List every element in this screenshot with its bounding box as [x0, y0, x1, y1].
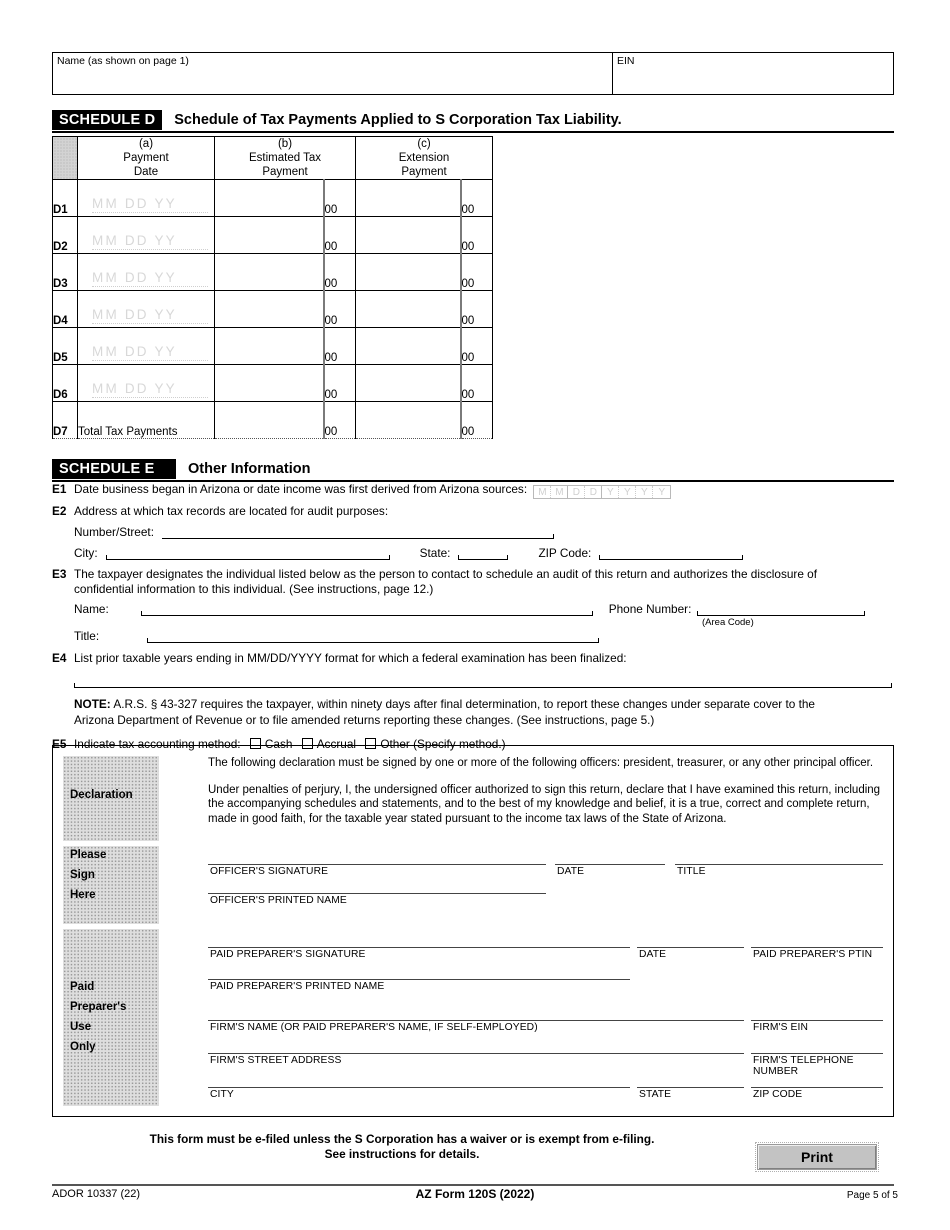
col-c-line2: Payment — [401, 166, 447, 178]
payment-date-input-d6[interactable] — [78, 365, 215, 402]
col-b-line1: Estimated Tax — [249, 152, 322, 164]
estimated-tax-input-d2[interactable] — [215, 217, 324, 254]
contact-title-input[interactable] — [147, 630, 599, 643]
e1-date-input[interactable] — [533, 485, 671, 499]
form-name: AZ Form 120S (2022) — [415, 1187, 535, 1201]
preparer-printed-name-input[interactable] — [208, 979, 630, 980]
preparer-date-label: DATE — [639, 949, 667, 960]
schedule-e-body — [52, 482, 894, 755]
col-a-line2: Date — [133, 166, 159, 178]
contact-title-label: Title: — [74, 629, 100, 643]
officer-date-label: DATE — [557, 866, 585, 877]
ein-label: EIN — [617, 55, 635, 67]
line-e2 — [52, 504, 894, 519]
firm-name-input[interactable] — [208, 1020, 744, 1021]
zip-code-input[interactable] — [599, 547, 743, 560]
table-row — [53, 291, 493, 328]
total-extension-input[interactable] — [356, 402, 461, 439]
officer-signature-input[interactable] — [208, 864, 546, 865]
name-label: Name (as shown on page 1) — [57, 55, 189, 67]
extension-input-d3[interactable] — [356, 254, 461, 291]
estimated-tax-cents-d4: 00 — [324, 291, 356, 328]
firm-phone-input[interactable] — [751, 1053, 883, 1054]
preparer-tab-line3: Use — [70, 1021, 92, 1033]
extension-input-d5[interactable] — [356, 328, 461, 365]
note-block — [74, 696, 894, 728]
option-cash-label: Cash — [264, 737, 293, 751]
line-e1 — [52, 482, 894, 499]
row-number-d7: D7 — [53, 402, 78, 439]
firm-state-label: STATE — [639, 1089, 672, 1100]
officer-signature-label: OFFICER'S SIGNATURE — [210, 866, 329, 877]
declaration-paragraph-2: Under penalties of perjury, I, the undersigned officer authorized to sign this return, declare that I have examined this return, including the accompanying schedules and statements, and to the best of my knowledge and belief, it is a true, correct and complete return, made in good faith, for the taxable year stated pursuant to the income tax laws of the State of Arizona. — [208, 783, 881, 825]
date-placeholder: MM DD YY — [92, 196, 208, 213]
table-row — [53, 217, 493, 254]
table-row — [53, 365, 493, 402]
row-number-d2: D2 — [53, 217, 78, 254]
e1-number: E1 — [52, 482, 67, 496]
total-estimated-cents: 00 — [324, 402, 356, 439]
state-input[interactable] — [458, 547, 508, 560]
extension-cents-d1: 00 — [461, 180, 493, 217]
contact-name-input[interactable] — [141, 603, 593, 616]
preparer-ptin-label: PAID PREPARER'S PTIN — [753, 949, 873, 960]
print-button[interactable]: Print — [757, 1144, 877, 1170]
payment-date-input-d5[interactable] — [78, 328, 215, 365]
date-box-y4: Y — [658, 487, 666, 498]
e3-text — [74, 567, 894, 597]
footer-divider — [52, 1184, 894, 1186]
name-field[interactable] — [53, 53, 613, 94]
e3-number: E3 — [52, 567, 67, 581]
row-number-d6: D6 — [53, 365, 78, 402]
firm-street-input[interactable] — [208, 1053, 744, 1054]
estimated-tax-cents-d3: 00 — [324, 254, 356, 291]
officer-printed-name-label: OFFICER'S PRINTED NAME — [210, 895, 347, 906]
preparer-date-input[interactable] — [637, 947, 744, 948]
e4-label: List prior taxable years ending in MM/DD/YYYY format for which a federal examination has been finalized: — [74, 651, 627, 665]
firm-street-label: FIRM'S STREET ADDRESS — [210, 1055, 342, 1066]
sign-here-tab — [63, 846, 159, 924]
estimated-tax-input-d5[interactable] — [215, 328, 324, 365]
paid-preparer-tab — [63, 929, 159, 1106]
estimated-tax-cents-d1: 00 — [324, 180, 356, 217]
city-input[interactable] — [106, 547, 390, 560]
date-box-d1: D — [568, 486, 585, 498]
preparer-ptin-input[interactable] — [751, 947, 883, 948]
estimated-tax-input-d1[interactable] — [215, 180, 324, 217]
schedule-e-title: Other Information — [188, 461, 311, 477]
preparer-tab-line4: Only — [70, 1041, 96, 1053]
extension-cents-d4: 00 — [461, 291, 493, 328]
estimated-tax-cents-d6: 00 — [324, 365, 356, 402]
officer-title-input[interactable] — [675, 864, 883, 865]
firm-zip-label: ZIP CODE — [753, 1089, 803, 1100]
payment-date-input-d2[interactable] — [78, 217, 215, 254]
e2-number: E2 — [52, 504, 67, 518]
schedule-d-banner — [52, 110, 894, 133]
e1-label: Date business began in Arizona or date income was first derived from Arizona sources: — [74, 482, 528, 496]
column-header-a — [78, 137, 215, 180]
e3-text-line1: The taxpayer designates the individual listed below as the person to contact to schedule an audit of this return and authorizes the disclosure of — [74, 567, 818, 581]
city-label: City: — [74, 546, 98, 560]
e2-number-street-row — [74, 525, 894, 539]
corner-cell — [53, 137, 78, 180]
efile-line-2: See instructions for details. — [324, 1147, 480, 1161]
date-box-m2: M — [551, 486, 568, 498]
declaration-block — [52, 745, 894, 1117]
declaration-tab — [63, 756, 159, 841]
table-row — [53, 254, 493, 291]
e2-label: Address at which tax records are located for audit purposes: — [74, 504, 389, 518]
table-header-row — [53, 137, 493, 180]
date-box-y1: Y — [602, 486, 619, 498]
declaration-tab-label: Declaration — [70, 789, 133, 801]
payment-date-input-d3[interactable] — [78, 254, 215, 291]
date-placeholder: MM DD YY — [92, 233, 208, 250]
sign-tab-line2: Sign — [70, 869, 95, 881]
date-placeholder: MM DD YY — [92, 344, 208, 361]
e4-number: E4 — [52, 651, 67, 665]
e5-label: Indicate tax accounting method: — [74, 737, 241, 751]
total-extension-cents: 00 — [461, 402, 493, 439]
schedule-d-badge: SCHEDULE D — [52, 110, 162, 130]
e4-input-wrap — [74, 675, 894, 688]
table-row-total — [53, 402, 493, 439]
schedule-e-banner — [52, 459, 894, 482]
col-b-line2: Payment — [262, 166, 308, 178]
schedule-d-table — [52, 136, 493, 439]
date-placeholder: MM DD YY — [92, 270, 208, 287]
schedule-d-title: Schedule of Tax Payments Applied to S Corporation Tax Liability. — [174, 112, 622, 128]
extension-cents-d2: 00 — [461, 217, 493, 254]
schedule-e-badge: SCHEDULE E — [52, 459, 176, 479]
estimated-tax-input-d3[interactable] — [215, 254, 324, 291]
declaration-paragraph-1: The following declaration must be signed by one or more of the following officers: president, treasurer, or any other principal officer. — [208, 757, 874, 769]
line-e3 — [52, 567, 894, 597]
phone-number-input[interactable] — [697, 603, 865, 616]
line-e4 — [52, 651, 894, 666]
ein-field[interactable] — [613, 53, 893, 94]
number-street-label: Number/Street: — [74, 525, 154, 539]
phone-number-label: Phone Number: — [608, 602, 692, 616]
extension-cents-d3: 00 — [461, 254, 493, 291]
declaration-text — [208, 756, 885, 838]
extension-cents-d6: 00 — [461, 365, 493, 402]
e1-content — [74, 482, 894, 499]
date-box-m1: M — [534, 486, 551, 498]
option-other-label: Other (Specify method.) — [380, 737, 506, 751]
preparer-signature-label: PAID PREPARER'S SIGNATURE — [210, 949, 366, 960]
date-box-d2: D — [585, 486, 602, 498]
date-placeholder: MM DD YY — [92, 307, 208, 324]
extension-input-d1[interactable] — [356, 180, 461, 217]
e3-text-line2: confidential information to this individual. (See instructions, page 12.) — [74, 582, 434, 596]
firm-zip-input[interactable] — [751, 1087, 883, 1088]
extension-input-d2[interactable] — [356, 217, 461, 254]
col-c-letter: (c) — [417, 138, 431, 150]
firm-state-input[interactable] — [637, 1087, 744, 1088]
option-accrual-label: Accrual — [316, 737, 357, 751]
col-c-line1: Extension — [398, 152, 450, 164]
row-number-d4: D4 — [53, 291, 78, 328]
total-estimated-tax-input[interactable] — [215, 402, 324, 439]
estimated-tax-cents-d5: 00 — [324, 328, 356, 365]
area-code-hint: (Area Code) — [702, 617, 754, 628]
e5-number: E5 — [52, 737, 67, 751]
payment-date-input-d4[interactable] — [78, 291, 215, 328]
note-line1: A.R.S. § 43-327 requires the taxpayer, within ninety days after final determination, to report these changes under separate cover to the — [110, 697, 815, 711]
note-line2: Arizona Department of Revenue or to file amended returns reporting these changes. (See instructions, page 5.) — [74, 713, 655, 727]
page-number: Page 5 of 5 — [846, 1190, 898, 1201]
total-tax-payments-label: Total Tax Payments — [78, 402, 215, 439]
preparer-printed-name-label: PAID PREPARER'S PRINTED NAME — [210, 981, 385, 992]
sign-tab-line1: Please — [70, 849, 107, 861]
estimated-tax-cents-d2: 00 — [324, 217, 356, 254]
table-row — [53, 180, 493, 217]
date-box-y3: Y — [636, 486, 653, 498]
preparer-signature-input[interactable] — [208, 947, 630, 948]
extension-input-d4[interactable] — [356, 291, 461, 328]
efile-line-1: This form must be e-filed unless the S Corporation has a waiver or is exempt from e-filing. — [149, 1132, 655, 1146]
payment-date-input-d1[interactable] — [78, 180, 215, 217]
firm-phone-label: FIRM'S TELEPHONE NUMBER — [753, 1055, 854, 1077]
name-ein-header — [52, 52, 894, 95]
firm-ein-input[interactable] — [751, 1020, 883, 1021]
column-header-c — [356, 137, 493, 180]
firm-city-input[interactable] — [208, 1087, 630, 1088]
col-b-letter: (b) — [277, 138, 293, 150]
row-number-d3: D3 — [53, 254, 78, 291]
contact-name-label: Name: — [74, 602, 109, 616]
prior-years-input[interactable] — [74, 675, 892, 688]
efile-notice — [52, 1132, 752, 1162]
firm-ein-label: FIRM'S EIN — [753, 1022, 809, 1033]
ador-number: ADOR 10337 (22) — [52, 1188, 141, 1200]
estimated-tax-input-d4[interactable] — [215, 291, 324, 328]
preparer-tab-line1: Paid — [70, 981, 95, 993]
officer-printed-name-input[interactable] — [208, 893, 546, 894]
row-number-d1: D1 — [53, 180, 78, 217]
state-label: State: — [419, 546, 451, 560]
firm-city-label: CITY — [210, 1089, 234, 1100]
col-a-letter: (a) — [138, 138, 154, 150]
extension-input-d6[interactable] — [356, 365, 461, 402]
row-number-d5: D5 — [53, 328, 78, 365]
e3-name-phone-row — [74, 602, 894, 616]
date-box-y2: Y — [619, 486, 636, 498]
extension-cents-d5: 00 — [461, 328, 493, 365]
e2-city-state-zip-row — [74, 546, 894, 560]
number-street-input[interactable] — [162, 526, 554, 539]
col-a-line1: Payment — [123, 152, 169, 164]
estimated-tax-input-d6[interactable] — [215, 365, 324, 402]
firm-name-label: FIRM'S NAME (OR PAID PREPARER'S NAME, IF SELF-EMPLOYED) — [210, 1022, 538, 1033]
date-placeholder: MM DD YY — [92, 381, 208, 398]
zip-code-label: ZIP Code: — [538, 546, 592, 560]
preparer-tab-line2: Preparer's — [70, 1001, 127, 1013]
e3-title-row — [74, 629, 894, 643]
officer-title-label: TITLE — [677, 866, 706, 877]
sign-tab-line3: Here — [70, 889, 96, 901]
table-row — [53, 328, 493, 365]
column-header-b — [215, 137, 356, 180]
note-bold-label: NOTE: — [74, 697, 111, 711]
officer-date-input[interactable] — [555, 864, 665, 865]
